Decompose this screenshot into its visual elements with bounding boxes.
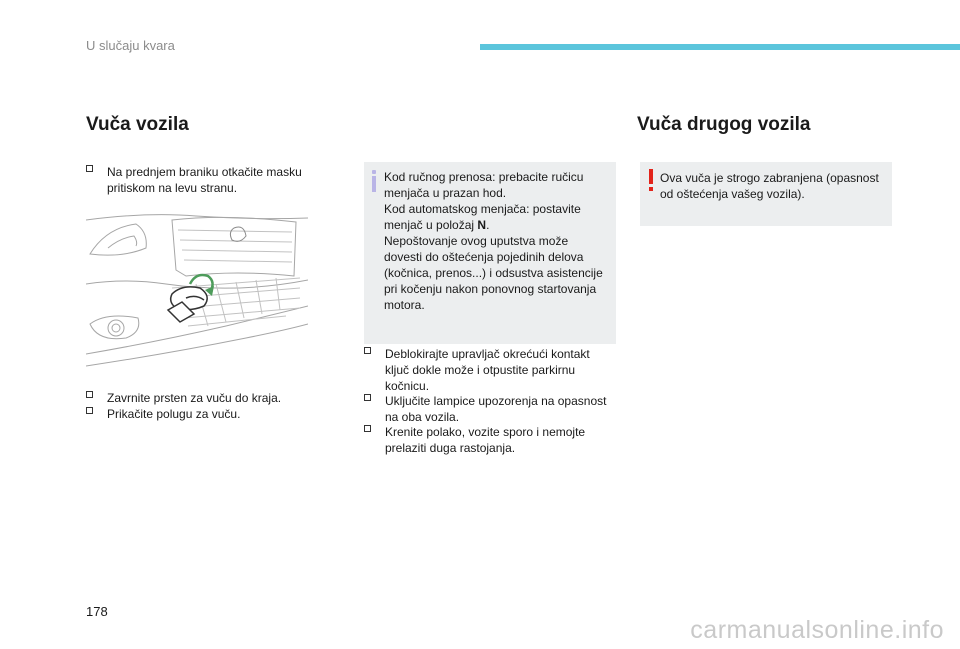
section-title: U slučaju kvara xyxy=(86,38,175,53)
checkbox-bullet-icon xyxy=(86,391,93,398)
note-manual-gearbox: Kod ručnog prenosa: prebacite ručicu menjača u prazan hod. xyxy=(384,170,584,200)
bullet-drive-slowly xyxy=(364,424,612,456)
warning-icon xyxy=(649,169,653,191)
note-automatic-gearbox: Kod automatskog menjača: postavite menjač u položaj N. xyxy=(384,202,581,232)
bullet-text: Krenite polako, vozite sporo i nemojte prelaziti duga rastojanja. xyxy=(385,425,586,455)
bullet-text: Uključite lampice upozorenja na opasnost na oba vozila. xyxy=(385,394,607,424)
heading-vehicle-towing: Vuča vozila xyxy=(86,114,189,135)
checkbox-bullet-icon xyxy=(364,394,371,401)
bullet-text: Deblokirajte upravljač okrećući kontakt ključ dokle može i otpustite parkirnu kočnicu. xyxy=(385,347,590,393)
gearbox-info-note xyxy=(364,162,616,344)
bullet-text: Na prednjem braniku otkačite masku pritiskom na levu stranu. xyxy=(107,165,302,195)
watermark: carmanualsonline.info xyxy=(690,616,944,644)
section-accent-bar xyxy=(480,44,960,50)
note-warning-text: Nepoštovanje ovog uputstva može dovesti do oštećenja pojedinih delova (kočnica, prenos...) i odsustva asistencije pri kočenju nakon ponovnog startovanja motora. xyxy=(384,234,603,312)
page-number: 178 xyxy=(86,604,108,619)
bullet-attach-bar xyxy=(86,406,316,422)
checkbox-bullet-icon xyxy=(86,407,93,414)
checkbox-bullet-icon xyxy=(86,165,93,172)
bullet-unlock-steering xyxy=(364,346,612,394)
warning-text: Ova vuča je strogo zabranjena (opasnost od oštećenja vašeg vozila). xyxy=(660,171,879,201)
bullet-unclip-cover xyxy=(86,164,316,196)
bullet-screw-ring xyxy=(86,390,316,406)
bullet-text: Zavrnite prsten za vuču do kraja. xyxy=(107,391,282,405)
heading-towing-other-vehicle: Vuča drugog vozila xyxy=(637,114,811,135)
checkbox-bullet-icon xyxy=(364,347,371,354)
checkbox-bullet-icon xyxy=(364,425,371,432)
bullet-hazard-lights xyxy=(364,393,612,425)
bullet-text: Prikačite polugu za vuču. xyxy=(107,407,241,421)
towing-warning-note xyxy=(640,162,892,226)
front-bumper-illustration xyxy=(86,214,308,372)
info-icon xyxy=(372,170,376,192)
